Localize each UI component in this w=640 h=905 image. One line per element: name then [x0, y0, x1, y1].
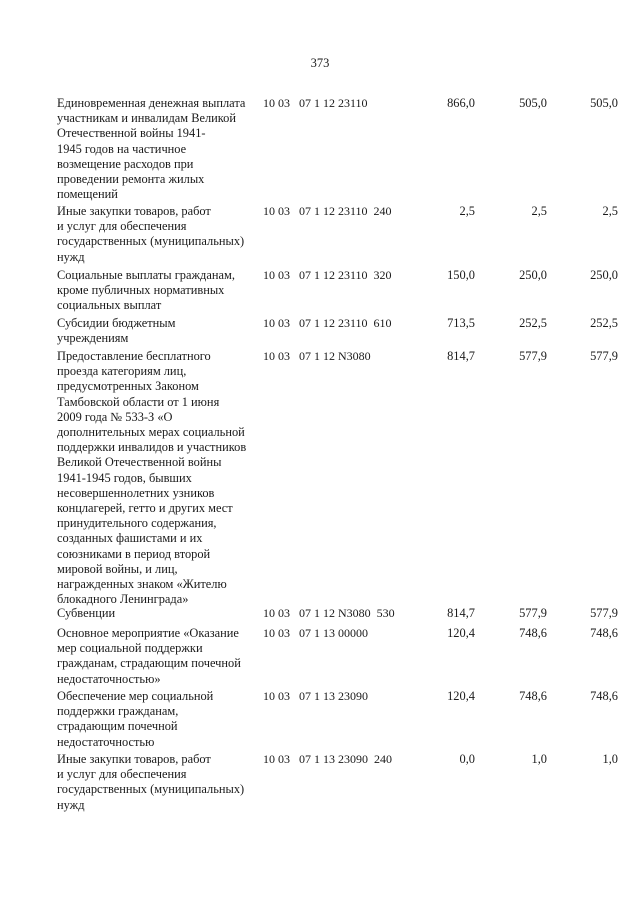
row-value-1: 814,7 [447, 606, 475, 620]
row-name: Единовременная денежная выплата участникам и инвалидам Великой Отечественной войны 1941- 1945 годов на частичное возмещение расходов при проведении ремонта жилых помещений [57, 96, 246, 202]
row-value-2: 505,0 [519, 96, 547, 110]
row-value-1: 713,5 [447, 316, 475, 330]
row-value-3: 2,5 [602, 204, 618, 218]
row-name: Иные закупки товаров, работ и услуг для обеспечения государственных (муниципальных) нужд [57, 752, 245, 812]
row-value-1: 120,4 [447, 689, 475, 703]
row-code: 10 03 07 1 12 23110 240 [263, 204, 392, 218]
row-value-2: 2,5 [531, 204, 547, 218]
row-code: 10 03 07 1 12 N3080 [263, 349, 371, 363]
row-name: Иные закупки товаров, работ и услуг для обеспечения государственных (муниципальных) нужд [57, 204, 245, 264]
row-code: 10 03 07 1 13 23090 [263, 689, 368, 703]
row-value-2: 1,0 [531, 752, 547, 766]
row-value-1: 866,0 [447, 96, 475, 110]
row-value-3: 748,6 [590, 626, 618, 640]
row-value-1: 120,4 [447, 626, 475, 640]
row-value-2: 250,0 [519, 268, 547, 282]
row-code: 10 03 07 1 13 23090 240 [263, 752, 392, 766]
row-value-3: 577,9 [590, 349, 618, 363]
row-name: Основное мероприятие «Оказание мер социальной поддержки гражданам, страдающим почечной недостаточностью» [57, 626, 241, 686]
row-value-3: 250,0 [590, 268, 618, 282]
row-value-3: 577,9 [590, 606, 618, 620]
row-code: 10 03 07 1 12 23110 610 [263, 316, 392, 330]
row-value-2: 252,5 [519, 316, 547, 330]
row-value-2: 748,6 [519, 626, 547, 640]
row-value-2: 577,9 [519, 349, 547, 363]
row-code: 10 03 07 1 12 23110 320 [263, 268, 392, 282]
row-value-1: 2,5 [459, 204, 475, 218]
row-name: Социальные выплаты гражданам, кроме публичных нормативных социальных выплат [57, 268, 235, 313]
row-value-3: 748,6 [590, 689, 618, 703]
row-name: Субсидии бюджетным учреждениям [57, 316, 176, 346]
row-name: Субвенции [57, 606, 116, 620]
row-value-3: 252,5 [590, 316, 618, 330]
row-code: 10 03 07 1 13 00000 [263, 626, 368, 640]
row-value-3: 505,0 [590, 96, 618, 110]
row-name: Предоставление бесплатного проезда категориям лиц, предусмотренных Законом Тамбовской области от 1 июня 2009 года № 533-З «О дополнительных мерах социальной поддержки инвалидов и участников Великой Отечественной войны 1941-1945 годов, бывших несовершеннолетних узников концлагерей, гетто и других мест принудительного содержания, созданных фашистами и их союзниками в период второй мировой войны, и лиц, награжденных знаком «Жителю блокадного Ленинграда» [57, 349, 247, 607]
row-name: Обеспечение мер социальной поддержки гражданам, страдающим почечной недостаточностью [57, 689, 214, 749]
row-value-1: 0,0 [459, 752, 475, 766]
row-value-3: 1,0 [602, 752, 618, 766]
row-value-2: 748,6 [519, 689, 547, 703]
page-number: 373 [310, 56, 330, 70]
row-value-1: 150,0 [447, 268, 475, 282]
row-code: 10 03 07 1 12 23110 [263, 96, 368, 110]
row-code: 10 03 07 1 12 N3080 530 [263, 606, 395, 620]
row-value-2: 577,9 [519, 606, 547, 620]
row-value-1: 814,7 [447, 349, 475, 363]
